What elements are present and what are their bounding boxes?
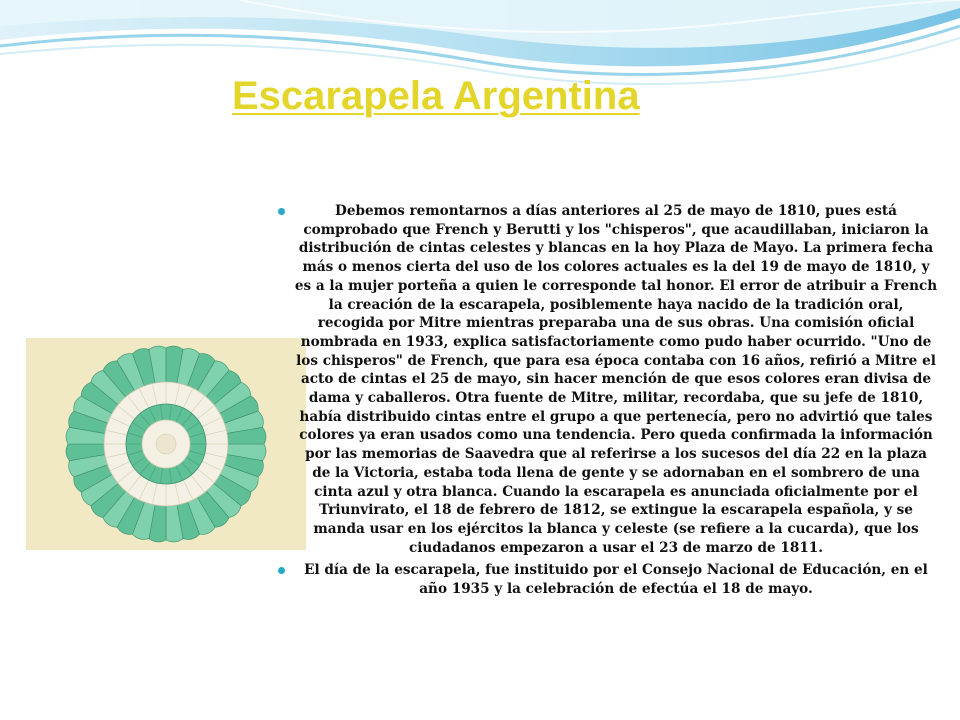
escarapela-cockade-image — [26, 338, 306, 550]
list-item — [278, 561, 938, 598]
bullet-text: El día de la escarapela, fue instituido por el Consejo Nacional de Educación, en el año 1935 y la celebración de efectúa el 18 de mayo. — [304, 562, 928, 598]
list-item — [278, 202, 938, 557]
bullet-text: Debemos remontarnos a días anteriores al 25 de mayo de 1810, pues está comprobado que French y Berutti y los "chisperos", que acaudillaban, iniciaron la distribución de cintas celestes y blancas en la hoy Plaza de Mayo. La primera fecha más o menos cierta del uso de los colores actuales es la del 19 de mayo de 1810, y es a la mujer porteña a quien le corresponde tal honor. El error de atribuir a French la creación de la escarapela, posiblemente haya nacido de la tradición oral, recogida por Mitre mientras preparaba una de sus obras. Una comisión oficial nombrada en 1933, explica satisfactoriamente como pudo haber ocurrido. "Uno de los chisperos" de French, que para esa época contaba con 16 años, refirió a Mitre el acto de cintas el 25 de mayo, sin hacer mención de que esos colores eran divisa de dama y caballeros. Otra fuente de Mitre, militar, recordaba, que su jefe de 1810, había distribuido cintas entre el grupo a que pertenecía, pero no advirtió que tales colores ya eran usados como una tendencia. Pero queda confirmada la información por las memorias de Saavedra que al referirse a los sucesos del día 22 en la plaza de la Victoria, estaba toda llena de gente y se adornaban en el sombrero de una cinta azul y otra blanca. Cuando la escarapela es anunciada oficialmente por el Triunvirato, el 18 de febrero de 1812, se extingue la escarapela española, y se manda usar en los ejércitos la blanca y celeste (se refiere a la cucarda), que los ciudadanos empezaron a usar el 23 de marzo de 1811. — [294, 203, 938, 556]
bullet-dot-icon — [278, 208, 285, 215]
content-list — [278, 202, 938, 603]
slide-title[interactable]: Escarapela Argentina — [232, 74, 640, 118]
bullet-dot-icon — [278, 567, 285, 574]
